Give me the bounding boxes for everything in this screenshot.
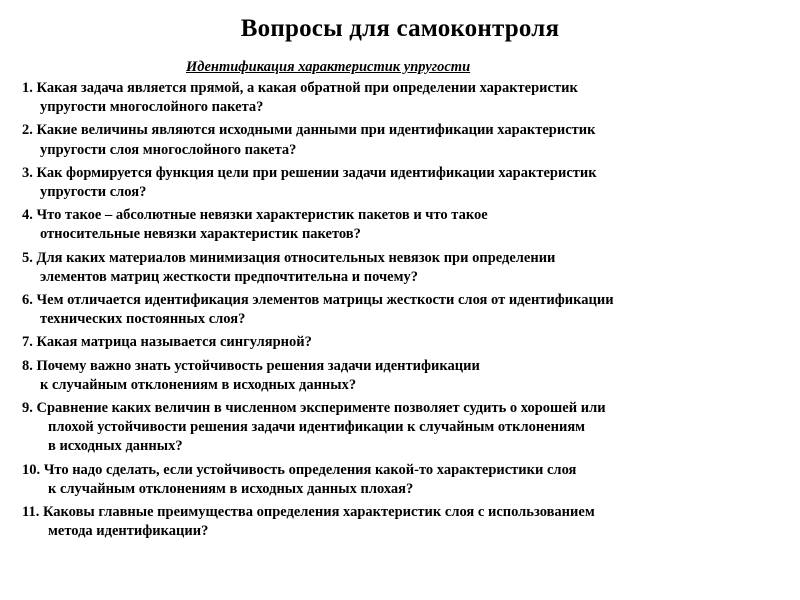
question-text-continuation: относительные невязки характеристик пакетов? <box>40 226 361 243</box>
question-text-continuation: к случайным отклонениям в исходных данных? <box>40 376 357 393</box>
question-item <box>22 291 792 329</box>
question-item <box>22 399 792 457</box>
question-text-continuation: плохой устойчивости решения задачи идентификации к случайным отклонениям <box>48 419 586 436</box>
question-text: 8. Почему важно знать устойчивость решения задачи идентификации <box>22 357 480 374</box>
question-text: 10. Что надо сделать, если устойчивость определения какой-то характеристики слоя <box>22 461 577 478</box>
question-text: 7. Какая матрица называется сингулярной? <box>22 334 312 351</box>
question-text-continuation: метода идентификации? <box>48 523 209 540</box>
question-item <box>22 461 792 499</box>
question-text-continuation: элементов матриц жесткости предпочтительна и почему? <box>40 268 418 285</box>
question-item <box>22 333 792 352</box>
question-text: 1. Какая задача является прямой, а какая обратной при определении характеристик <box>22 80 578 96</box>
question-text-continuation: упругости слоя? <box>40 184 147 201</box>
questions-list <box>22 79 792 545</box>
question-text-continuation: технических постоянных слоя? <box>40 311 246 328</box>
question-item <box>22 164 792 202</box>
question-text-continuation: упругости многослойного пакета? <box>40 99 264 116</box>
question-text: 3. Как формируется функция цели при решении задачи идентификации характеристик <box>22 164 597 181</box>
question-item <box>22 121 792 159</box>
question-item <box>22 249 792 287</box>
section-subtitle: Идентификация характеристик упругости <box>186 59 471 75</box>
question-text-continuation: упругости слоя многослойного пакета? <box>40 141 297 158</box>
question-item <box>22 79 792 117</box>
question-item <box>22 503 792 541</box>
question-text-continuation: в исходных данных? <box>48 438 183 455</box>
question-text: 6. Чем отличается идентификация элементов матрицы жесткости слоя от идентификации <box>22 292 614 309</box>
question-text: 11. Каковы главные преимущества определения характеристик слоя с использованием <box>22 504 595 521</box>
question-item <box>22 206 792 244</box>
page-title: Вопросы для самоконтроля <box>240 15 560 42</box>
question-text-continuation: к случайным отклонениям в исходных данных плохая? <box>48 480 414 497</box>
question-text: 4. Что такое – абсолютные невязки характеристик пакетов и что такое <box>22 207 488 224</box>
question-text: 5. Для каких материалов минимизация относительных невязок при определении <box>22 249 556 266</box>
question-item <box>22 357 792 395</box>
question-text: 9. Сравнение каких величин в численном эксперименте позволяет судить о хорошей или <box>22 400 606 417</box>
question-text: 2. Какие величины являются исходными данными при идентификации характеристик <box>22 122 596 139</box>
